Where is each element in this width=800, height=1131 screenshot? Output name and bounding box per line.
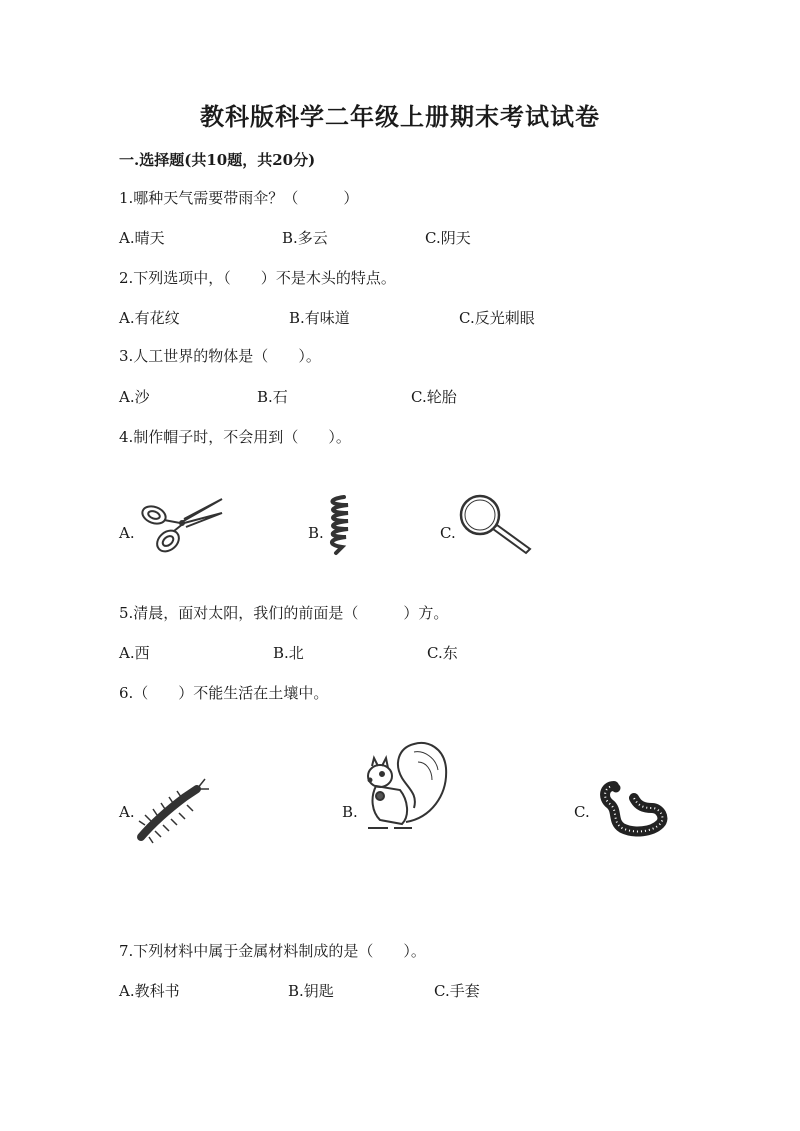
question-5-stem: 5.清晨，面对太阳，我们的前面是（ ）方。: [119, 604, 449, 622]
question-7-option-b: B.钥匙: [288, 982, 334, 1000]
centipede-icon: [135, 775, 215, 845]
question-2-option-b: B.有味道: [289, 309, 350, 327]
scissors-icon: [140, 493, 226, 557]
question-4-option-c: C.: [440, 524, 456, 542]
question-5-option-c: C.东: [427, 644, 458, 662]
question-5-option-a: A.西: [119, 644, 150, 662]
question-6-option-c: C.: [574, 803, 590, 821]
question-4-option-b: B.: [308, 524, 324, 542]
question-1-stem: 1.哪种天气需要带雨伞？（ ）: [119, 189, 359, 207]
question-2-option-a: A.有花纹: [119, 309, 180, 327]
question-1-option-a: A.晴天: [119, 229, 165, 247]
question-2-stem: 2.下列选项中，（ ）不是木头的特点。: [119, 269, 396, 287]
spring-icon: [322, 493, 356, 557]
magnifier-icon: [456, 493, 534, 559]
question-6-option-b: B.: [342, 803, 358, 821]
squirrel-icon: [358, 738, 450, 834]
question-5-option-b: B.北: [273, 644, 304, 662]
question-3-option-c: C.轮胎: [411, 388, 457, 406]
question-7-stem: 7.下列材料中属于金属材料制成的是（ ）。: [119, 942, 426, 960]
question-7-option-a: A.教科书: [119, 982, 180, 1000]
question-4-stem: 4.制作帽子时，不会用到（ ）。: [119, 428, 351, 446]
question-3-option-a: A.沙: [119, 388, 150, 406]
question-1-option-c: C.阴天: [425, 229, 471, 247]
question-3-option-b: B.石: [257, 388, 288, 406]
section-heading: 一.选择题(共10题，共20分): [119, 151, 316, 169]
question-3-stem: 3.人工世界的物体是（ ）。: [119, 347, 321, 365]
question-4-option-a: A.: [119, 524, 135, 542]
page-title: 教科版科学二年级上册期末考试试卷: [200, 102, 600, 131]
earthworm-icon: [598, 778, 670, 838]
question-2-option-c: C.反光刺眼: [459, 309, 535, 327]
question-6-option-a: A.: [119, 803, 135, 821]
question-6-stem: 6.（ ）不能生活在土壤中。: [119, 684, 329, 702]
question-7-option-c: C.手套: [434, 982, 480, 1000]
question-1-option-b: B.多云: [282, 229, 328, 247]
